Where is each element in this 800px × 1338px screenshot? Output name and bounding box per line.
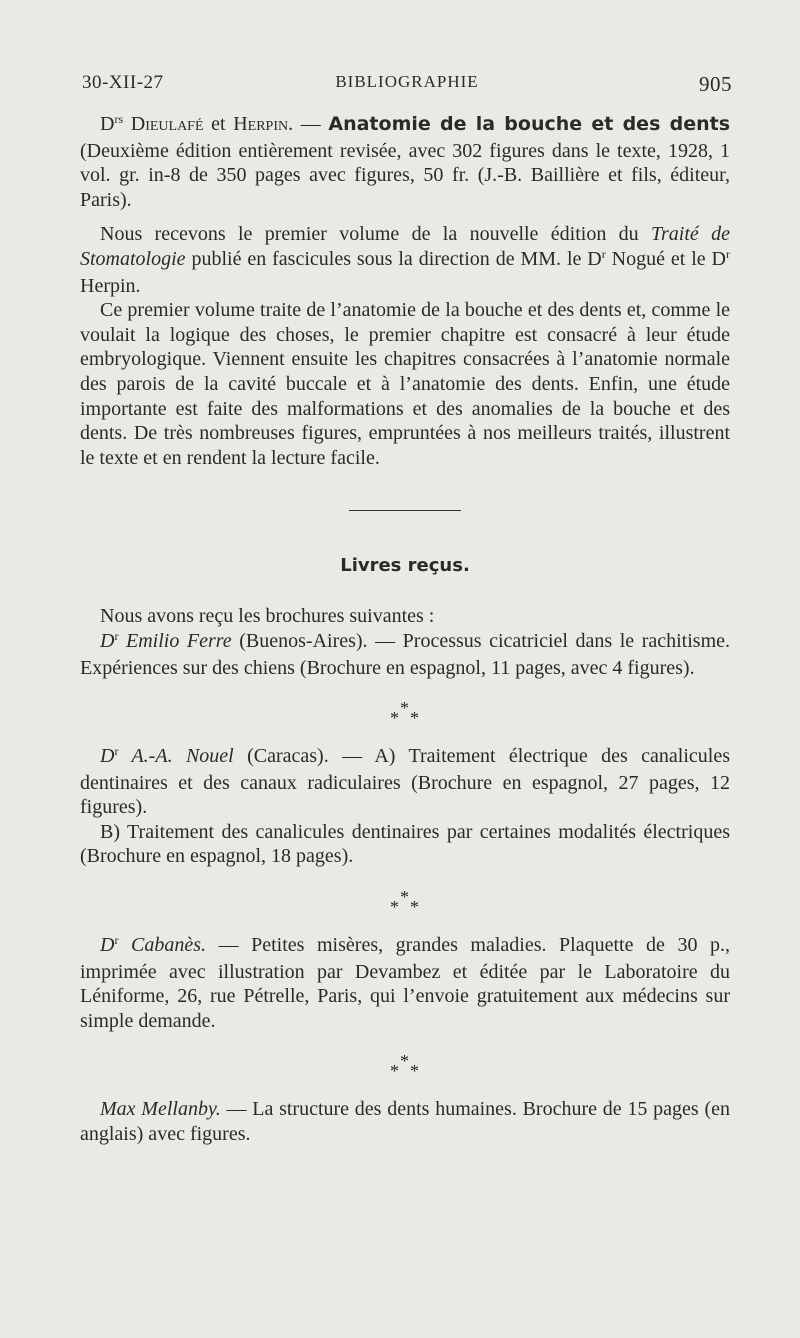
book-entry: $D^r$ A.-A. Nouel (Caracas). — A) Traitement électrique des canalicules dentinaires et des canaux radiculaires (Brochure en espagnol, 27 pages, 12 figures). — [80, 744, 730, 819]
asterism: * * * — [390, 698, 419, 729]
entry-author: A.-A. Nouel — [118, 745, 234, 768]
running-head — [82, 72, 732, 96]
italic-title: Traité de Stomatologie — [80, 223, 731, 270]
header-date: 30-XII-27 — [82, 72, 164, 93]
entry-author: Max Mellanby. — [100, 1098, 221, 1121]
asterism: * * * — [390, 887, 419, 918]
author-name: Herpin — [233, 113, 289, 135]
section-divider — [349, 510, 461, 511]
book-title: Anatomie de la bouche et des dents — [328, 113, 731, 135]
entry-author: Emilio Ferre — [118, 629, 232, 652]
asterism: * * * — [390, 1051, 419, 1082]
review-citation: $D^{rs}$ Dieulafé et Herpin. — Anatomie de la bouche et des dents (Deuxième édition entièrement revisée, avec 302 figures dans le texte, 1928, 1 vol. gr. in-8 de 350 pages avec figures, 50 fr. (J.-B. Baillière et fils, éditeur, Paris). — [80, 112, 731, 211]
page-number: 905 — [699, 72, 732, 96]
page-body — [80, 112, 730, 1147]
book-entry: Max Mellanby. — La structure des dents humaines. Brochure de 15 pages (en anglais) avec figures. — [80, 1098, 730, 1146]
book-entry: $D^r$ Cabanès. — Petites misères, grandes maladies. Plaquette de 30 p., imprimée avec illustration par Devambez et éditée par le Laboratoire du Léniforme, 26, rue Pétrelle, Paris, qui l’envoie gratuitement aux médecins sur simple demande. — [80, 933, 730, 1032]
books-intro: Nous avons reçu les brochures suivantes : — [100, 605, 435, 628]
review-paragraph: Ce premier volume traite de l’anatomie de la bouche et des dents et, comme le voulait la logique des choses, le premier chapitre est consacré à leur étude embryologique. Viennent ensuite les chapitres consacrées à l’anatomie normale des parois de la cavité buccale et à l’anatomie des dents. Enfin, une étude importante est faite des malformations et des anomalies de la bouche et des dents. De très nombreuses figures, empruntées à nos meilleurs traités, illustrent le texte et en rendent la lecture facile. — [80, 299, 730, 469]
book-entry-continuation: B) Traitement des canalicules dentinaires par certaines modalités électriques (Brochure en espagnol, 18 pages). — [80, 820, 730, 868]
header-section-title: BIBLIOGRAPHIE — [335, 72, 479, 91]
entry-author: Cabanès. — [118, 934, 207, 957]
book-entry: $D^r$ Emilio Ferre (Buenos-Aires). — Processus cicatriciel dans le rachitisme. Expériences sur des chiens (Brochure en espagnol, 11 pages, avec 4 figures). — [80, 628, 731, 679]
review-paragraph: Nous recevons le premier volume de la nouvelle édition du Traité de Stomatologie publié en fascicules sous la direction de MM. le $D^r$ Nogué et le $D^r$ Herpin. — [80, 223, 731, 297]
section-title: Livres reçus. — [340, 555, 470, 577]
author-name: Dieulafé — [130, 113, 204, 135]
